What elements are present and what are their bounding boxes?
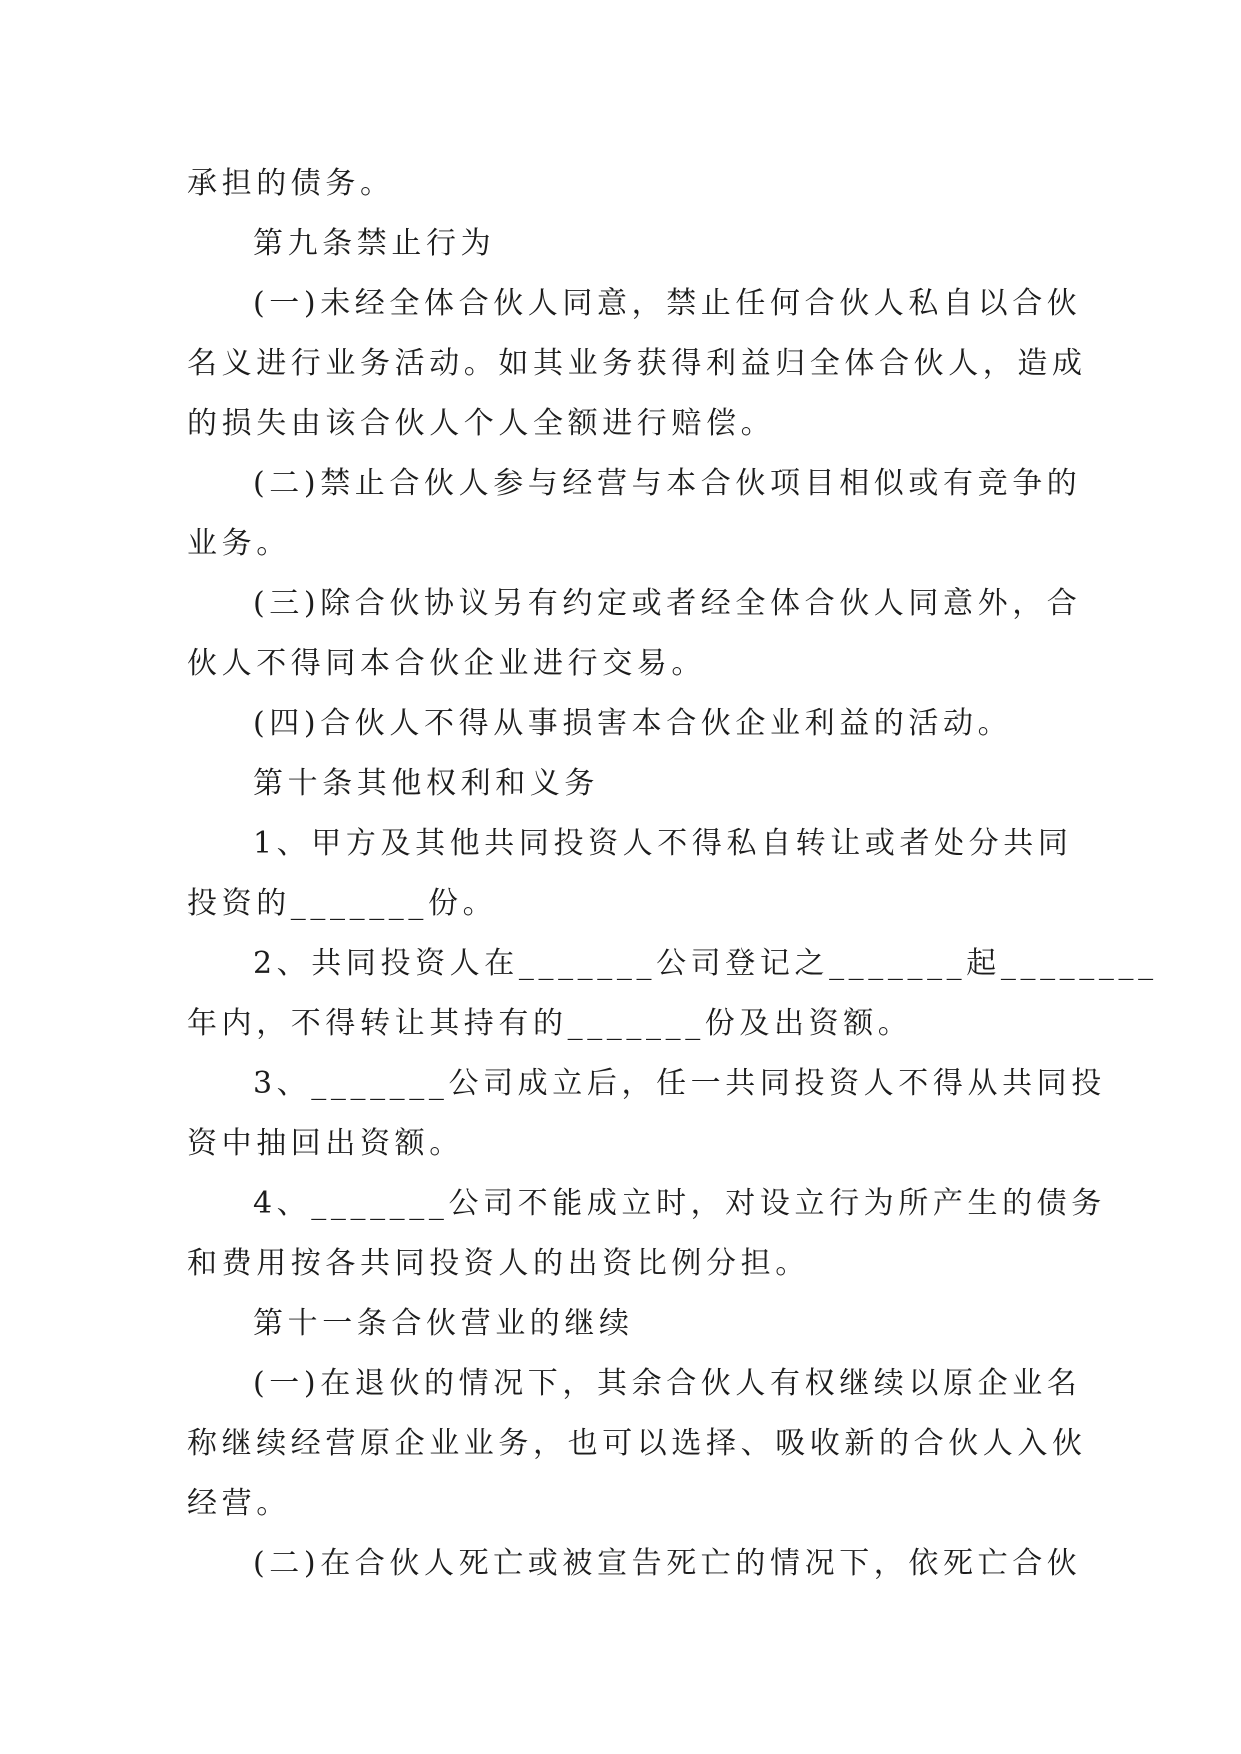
article-heading: 第九条禁止行为 xyxy=(253,226,496,261)
text-line: 年内，不得转让其持有的_______份及出资额。 xyxy=(187,1006,913,1041)
text-line: 伙人不得同本合伙企业进行交易。 xyxy=(187,646,706,681)
text-line: 称继续经营原企业业务，也可以选择、吸收新的合伙人入伙 xyxy=(187,1426,1087,1461)
article-heading: 第十一条合伙营业的继续 xyxy=(253,1306,634,1341)
text-line: 2、共同投资人在_______公司登记之_______起________ xyxy=(253,946,1158,981)
text-line: (三)除合伙协议另有约定或者经全体合伙人同意外，合 xyxy=(253,586,1082,621)
text-line: (二)禁止合伙人参与经营与本合伙项目相似或有竞争的 xyxy=(253,466,1082,501)
article-heading: 第十条其他权利和义务 xyxy=(253,766,599,801)
text-line: 4、_______公司不能成立时，对设立行为所产生的债务 xyxy=(253,1186,1106,1221)
text-line: (四)合伙人不得从事损害本合伙企业利益的活动。 xyxy=(253,706,1013,741)
text-line: (一)未经全体合伙人同意，禁止任何合伙人私自以合伙 xyxy=(253,286,1082,321)
text-line: (二)在合伙人死亡或被宣告死亡的情况下，依死亡合伙 xyxy=(253,1546,1082,1581)
text-line: (一)在退伙的情况下，其余合伙人有权继续以原企业名 xyxy=(253,1366,1082,1401)
text-line: 经营。 xyxy=(187,1486,291,1521)
text-line: 投资的_______份。 xyxy=(187,886,498,921)
text-line: 的损失由该合伙人个人全额进行赔偿。 xyxy=(187,406,776,441)
document-body xyxy=(187,154,1158,1594)
text-line: 业务。 xyxy=(187,526,291,561)
text-line: 承担的债务。 xyxy=(187,166,395,201)
text-line: 资中抽回出资额。 xyxy=(187,1126,464,1161)
text-line: 和费用按各共同投资人的出资比例分担。 xyxy=(187,1246,810,1281)
text-line: 3、_______公司成立后，任一共同投资人不得从共同投 xyxy=(253,1066,1106,1101)
text-line: 1、甲方及其他共同投资人不得私自转让或者处分共同 xyxy=(253,826,1073,861)
text-line: 名义进行业务活动。如其业务获得利益归全体合伙人，造成 xyxy=(187,346,1087,381)
